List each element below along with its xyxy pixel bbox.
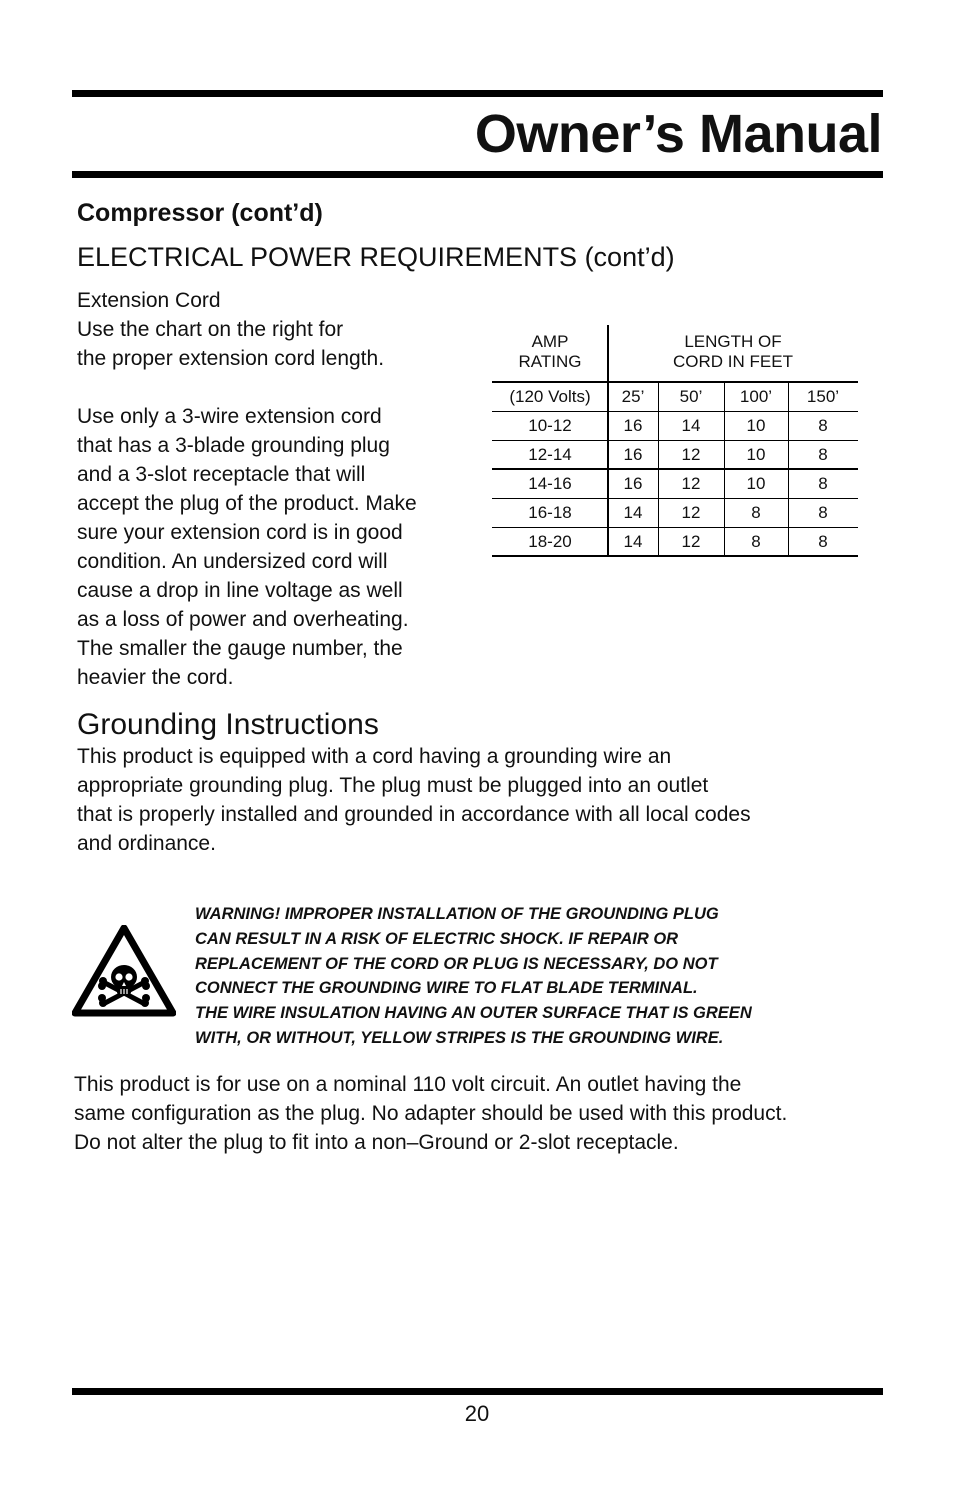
table-cell: 8 xyxy=(751,503,761,522)
final-text xyxy=(74,1070,787,1157)
table-rule xyxy=(492,468,858,470)
extension-cord-line: Extension Cord xyxy=(77,289,221,312)
extension-cord-line: the proper extension cord length. xyxy=(77,347,385,370)
table-cell: 10 xyxy=(746,474,766,493)
table-cell: 8 xyxy=(818,474,828,493)
table-column-rule xyxy=(658,383,659,555)
grounding-line: that is properly installed and grounded in accordance with all local codes xyxy=(77,803,751,826)
extension-cord-line: accept the plug of the product. Make xyxy=(77,492,417,515)
table-cell: 16-18 xyxy=(528,503,572,522)
table-cell: 8 xyxy=(818,416,828,435)
table-rule xyxy=(492,411,858,412)
table-subheader-cell: 25’ xyxy=(621,387,645,406)
table-cell: 14 xyxy=(623,503,643,522)
section-heading: Compressor (cont’d) xyxy=(77,199,323,227)
cord-length-header: LENGTH OF CORD IN FEET xyxy=(673,332,793,371)
grounding-line: and ordinance. xyxy=(77,832,216,855)
table-subheader-cell: (120 Volts) xyxy=(509,387,591,406)
extension-cord-line: as a loss of power and overheating. xyxy=(77,608,409,631)
table-rule xyxy=(492,527,858,528)
table-rule xyxy=(492,555,858,557)
table-rule xyxy=(492,381,858,383)
final-line: same configuration as the plug. No adapter should be used with this product. xyxy=(74,1102,788,1125)
table-cell: 12 xyxy=(681,445,701,464)
table-column-rule xyxy=(724,383,725,555)
final-line: This product is for use on a nominal 110 volt circuit. An outlet having the xyxy=(74,1073,742,1096)
warning-line: WARNING! IMPROPER INSTALLATION OF THE GROUNDING PLUG xyxy=(195,905,719,923)
extension-cord-line: that has a 3-blade grounding plug xyxy=(77,434,390,457)
page-title: Owner’s Manual xyxy=(474,104,882,164)
title-underline-rule xyxy=(72,171,883,178)
grounding-line: This product is equipped with a cord having a grounding wire an xyxy=(77,745,672,768)
table-rule xyxy=(492,440,858,441)
table-cell: 16 xyxy=(623,474,643,493)
subheading: ELECTRICAL POWER REQUIREMENTS (cont’d) xyxy=(77,242,675,272)
table-cell: 14-16 xyxy=(528,474,572,493)
extension-cord-line: Use the chart on the right for xyxy=(77,318,344,341)
top-rule xyxy=(72,90,883,97)
warning-line: CONNECT THE GROUNDING WIRE TO FLAT BLADE TERMINAL. xyxy=(195,979,698,998)
table-cell: 10 xyxy=(746,416,766,435)
warning-line: WITH, OR WITHOUT, YELLOW STRIPES IS THE GROUNDING WIRE. xyxy=(195,1028,724,1047)
table-cell: 10-12 xyxy=(528,416,572,435)
table-cell: 8 xyxy=(751,532,761,551)
table-cell: 14 xyxy=(681,416,701,435)
extension-cord-line: condition. An undersized cord will xyxy=(77,550,388,573)
grounding-line: appropriate grounding plug. The plug must be plugged into an outlet xyxy=(77,774,709,797)
table-subheader-cell: 150’ xyxy=(806,387,840,406)
final-line: Do not alter the plug to fit into a non–Ground or 2-slot receptacle. xyxy=(74,1131,679,1154)
warning-text xyxy=(195,902,752,1051)
warning-line: REPLACEMENT OF THE CORD OR PLUG IS NECESSARY, DO NOT xyxy=(195,954,718,973)
cord-length-table xyxy=(492,325,858,557)
table-cell: 8 xyxy=(818,532,828,551)
extension-cord-text xyxy=(77,286,472,692)
warning-line: THE WIRE INSULATION HAVING AN OUTER SURFACE THAT IS GREEN xyxy=(195,1004,752,1023)
grounding-heading: Grounding Instructions xyxy=(77,708,379,741)
grounding-text xyxy=(77,742,751,858)
table-cell: 12 xyxy=(681,503,701,522)
table-cell: 8 xyxy=(818,445,828,464)
table-cell: 12 xyxy=(681,532,701,551)
table-cell: 12 xyxy=(681,474,701,493)
extension-cord-line: The smaller the gauge number, the xyxy=(77,637,403,660)
amp-rating-header: AMP RATING xyxy=(518,332,582,371)
extension-cord-line: and a 3-slot receptacle that will xyxy=(77,463,366,486)
table-cell: 14 xyxy=(623,532,643,551)
table-cell: 12-14 xyxy=(528,445,572,464)
extension-cord-line: sure your extension cord is in good xyxy=(77,521,403,544)
table-cell: 8 xyxy=(818,503,828,522)
table-subheader-cell: 100’ xyxy=(739,387,773,406)
warning-line: CAN RESULT IN A RISK OF ELECTRIC SHOCK. IF REPAIR OR xyxy=(195,929,679,948)
table-subheader-cell: 50’ xyxy=(679,387,703,406)
table-column-rule xyxy=(788,383,789,555)
page-number: 20 xyxy=(464,1401,490,1426)
table-rule xyxy=(492,498,858,499)
extension-cord-line: cause a drop in line voltage as well xyxy=(77,579,403,602)
table-cell: 18-20 xyxy=(528,532,572,551)
table-cell: 16 xyxy=(623,416,643,435)
table-cell: 16 xyxy=(623,445,643,464)
footer-rule xyxy=(72,1388,883,1395)
extension-cord-line: Use only a 3-wire extension cord xyxy=(77,405,382,428)
skull-crossbones-warning-icon xyxy=(72,925,176,1017)
extension-cord-line: heavier the cord. xyxy=(77,666,234,689)
table-cell: 10 xyxy=(746,445,766,464)
